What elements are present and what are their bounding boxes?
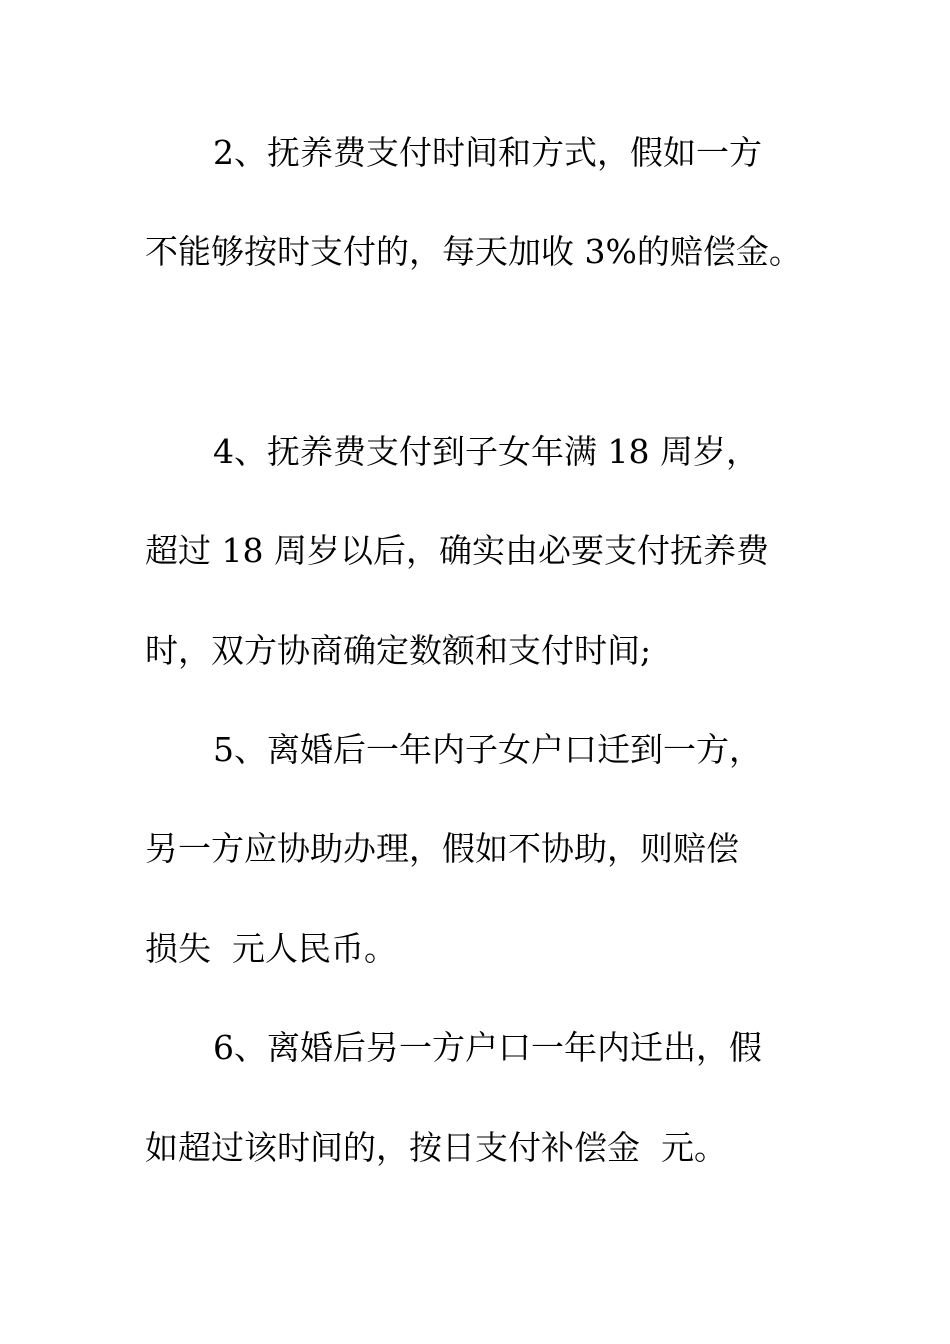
clause-4-line-2: 超过 18 周岁以后，确实由必要支付抚养费 bbox=[145, 531, 769, 570]
clause-6-line-1: 6、离婚后另一方户口一年内迁出，假 bbox=[213, 1028, 762, 1067]
clause-6-line-2: 如超过该时间的，按日支付补偿金 元。 bbox=[145, 1128, 727, 1167]
clause-2-line-1: 2、抚养费支付时间和方式，假如一方 bbox=[213, 133, 762, 172]
clause-2-line-2: 不能够按时支付的，每天加收 3%的赔偿金。 bbox=[145, 232, 802, 271]
clause-5-line-1: 5、离婚后一年内子女户口迁到一方， bbox=[213, 730, 762, 769]
clause-5-line-3: 损失 元人民币。 bbox=[145, 929, 397, 968]
clause-4-line-1: 4、抚养费支付到子女年满 18 周岁， bbox=[213, 432, 759, 471]
clause-5-line-2: 另一方应协助办理，假如不协助，则赔偿 bbox=[145, 829, 739, 868]
clause-4-line-3: 时，双方协商确定数额和支付时间; bbox=[145, 631, 652, 670]
